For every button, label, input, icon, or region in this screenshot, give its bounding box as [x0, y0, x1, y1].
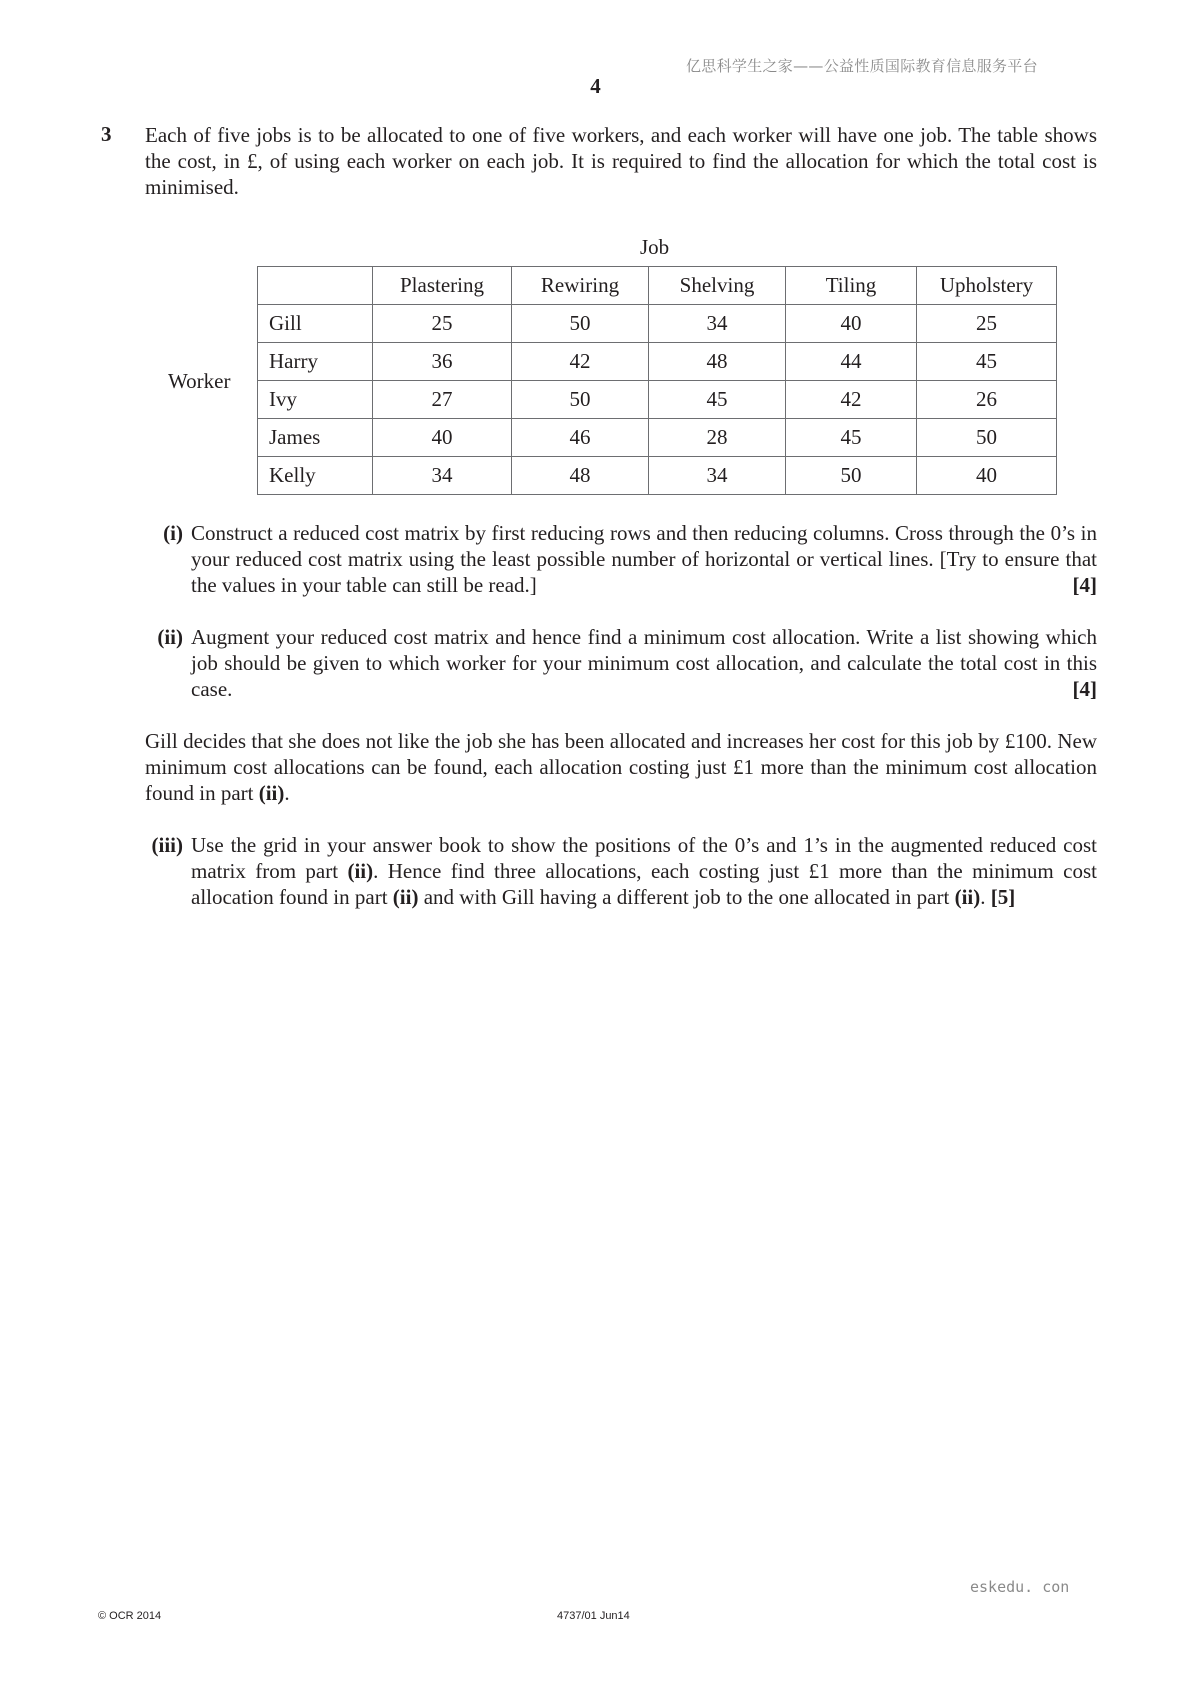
table-cell: 28 — [649, 419, 786, 457]
question-number: 3 — [101, 122, 112, 146]
table-cell: 34 — [649, 457, 786, 495]
column-header: Plastering — [373, 267, 512, 305]
table-cell: 36 — [373, 343, 512, 381]
job-axis-label: Job — [640, 235, 670, 259]
table-cell: 45 — [649, 381, 786, 419]
table-cell: 46 — [512, 419, 649, 457]
part-i-text: Construct a reduced cost matrix by first reducing rows and then reducing columns. Cross through the 0’s in your reduced cost matrix using the least possible number of horizontal or vertical lines. [Try to ensure that the values in your table can still be read.] — [191, 521, 1097, 597]
marks: [4] — [1072, 573, 1097, 597]
table-cell: 50 — [512, 305, 649, 343]
part-text — [191, 832, 1097, 910]
row-header: Kelly — [258, 457, 373, 495]
part-iii-text: . Hence find three allocations, each costing just £1 more than the minimum cost allocation found in part — [191, 859, 1097, 909]
table-row — [258, 457, 1057, 495]
table-row — [258, 419, 1057, 457]
table-cell: 48 — [649, 343, 786, 381]
gill-text-end: . — [284, 781, 290, 805]
table-cell: 25 — [917, 305, 1057, 343]
watermark-bottom: eskedu. con — [970, 1578, 1070, 1596]
part-label: (iii) — [151, 833, 183, 857]
gill-paragraph — [145, 728, 1097, 806]
part-label: (ii) — [157, 625, 183, 649]
table-corner-cell — [258, 267, 373, 305]
part-iii-text: Use the grid in your answer book to show the positions of the 0’s and 1’s in the augmented reduced cost matrix from part — [191, 833, 1097, 883]
part-reference: (ii) — [347, 859, 374, 883]
table-cell: 42 — [786, 381, 917, 419]
column-header: Rewiring — [512, 267, 649, 305]
marks: [4] — [1072, 677, 1097, 701]
table-cell: 26 — [917, 381, 1057, 419]
table-cell: 45 — [786, 419, 917, 457]
part-ii — [145, 624, 1097, 702]
part-text — [191, 520, 1097, 598]
table-cell: 34 — [373, 457, 512, 495]
part-reference: (ii) — [954, 885, 981, 909]
part-iii — [145, 832, 1097, 910]
table-cell: 50 — [512, 381, 649, 419]
footer-copyright: © OCR 2014 — [98, 1610, 162, 1622]
cost-table — [257, 266, 1057, 495]
table-header-row — [258, 267, 1057, 305]
table-cell: 50 — [917, 419, 1057, 457]
part-text — [191, 624, 1097, 702]
table-cell: 27 — [373, 381, 512, 419]
part-iii-text: and with Gill having a different job to the one allocated in part — [418, 885, 955, 909]
column-header: Shelving — [649, 267, 786, 305]
part-ii-text: Augment your reduced cost matrix and hence find a minimum cost allocation. Write a list showing which job should be given to which worker for your minimum cost allocation, and calculate the total cost in this case. — [191, 625, 1097, 701]
table-cell: 48 — [512, 457, 649, 495]
part-iii-text: . — [980, 885, 991, 909]
table-cell: 25 — [373, 305, 512, 343]
table-cell: 40 — [786, 305, 917, 343]
part-label: (i) — [163, 521, 183, 545]
table-cell: 45 — [917, 343, 1057, 381]
watermark-top: 亿思科学生之家——公益性质国际教育信息服务平台 — [686, 57, 1038, 75]
table-cell: 34 — [649, 305, 786, 343]
row-header: Gill — [258, 305, 373, 343]
marks: [5] — [990, 885, 1016, 909]
part-i — [145, 520, 1097, 598]
table-cell: 40 — [917, 457, 1057, 495]
question-intro: Each of five jobs is to be allocated to one of five workers, and each worker will have one job. The table shows the cost, in £, of using each worker on each job. It is required to find the allocation for which the total cost is minimised. — [145, 123, 1097, 199]
table-row — [258, 381, 1057, 419]
column-header: Tiling — [786, 267, 917, 305]
row-header: Ivy — [258, 381, 373, 419]
table-cell: 50 — [786, 457, 917, 495]
footer-paper-code: 4737/01 Jun14 — [557, 1610, 630, 1622]
row-header: James — [258, 419, 373, 457]
worker-axis-label: Worker — [168, 369, 231, 393]
gill-text: Gill decides that she does not like the job she has been allocated and increases her cost for this job by £100. New minimum cost allocations can be found, each allocation costing just £1 more than the minimum cost allocation found in part — [145, 729, 1097, 805]
table-cell: 40 — [373, 419, 512, 457]
table-cell: 44 — [786, 343, 917, 381]
part-reference: (ii) — [392, 885, 419, 909]
row-header: Harry — [258, 343, 373, 381]
page-number: 4 — [590, 74, 601, 98]
table-cell: 42 — [512, 343, 649, 381]
table-row — [258, 305, 1057, 343]
part-reference: (ii) — [258, 781, 285, 805]
column-header: Upholstery — [917, 267, 1057, 305]
table-row — [258, 343, 1057, 381]
